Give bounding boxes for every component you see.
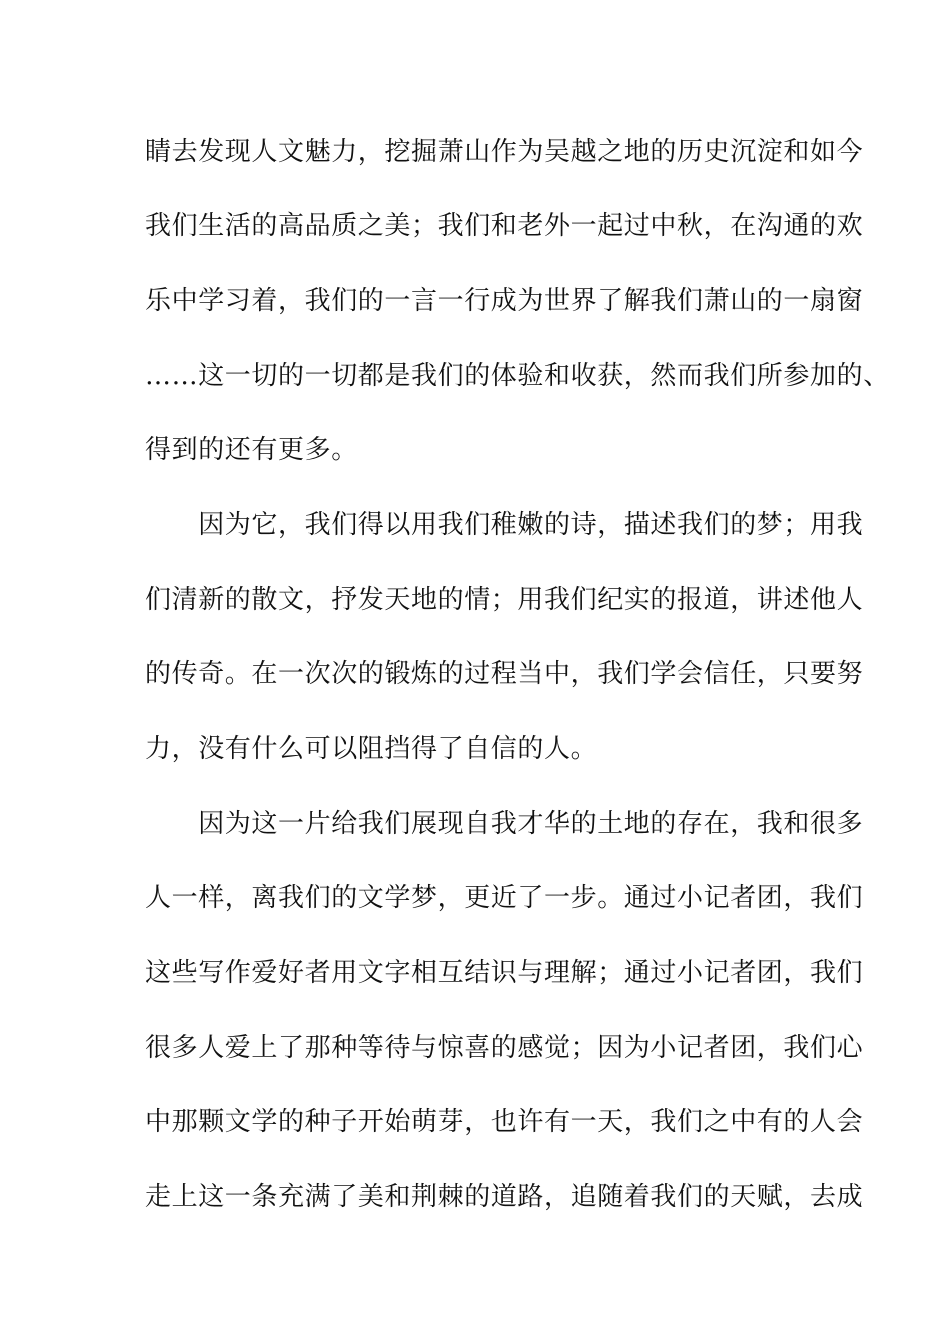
- text-line: 力，没有什么可以阻挡得了自信的人。: [145, 734, 598, 764]
- text-line: 中那颗文学的种子开始萌芽，也许有一天，我们之中有的人会: [145, 1107, 864, 1137]
- text-line: 因为它，我们得以用我们稚嫩的诗，描述我们的梦；用我: [145, 510, 864, 540]
- text-line: 人一样，离我们的文学梦，更近了一步。通过小记者团，我们: [145, 883, 864, 913]
- text-line: 我们生活的高品质之美；我们和老外一起过中秋，在沟通的欢: [145, 211, 864, 241]
- text-line: 因为这一片给我们展现自我才华的土地的存在，我和很多: [145, 809, 864, 839]
- text-line: 们清新的散文，抒发天地的情；用我们纪实的报道，讲述他人: [145, 585, 864, 615]
- text-line: 乐中学习着，我们的一言一行成为世界了解我们萧山的一扇窗: [145, 286, 864, 316]
- text-line: 很多人爱上了那种等待与惊喜的感觉；因为小记者团，我们心: [145, 1033, 864, 1063]
- text-line: 睛去发现人文魅力，挖掘萧山作为吴越之地的历史沉淀和如今: [145, 137, 864, 167]
- text-line: 这些写作爱好者用文字相互结识与理解；通过小记者团，我们: [145, 958, 864, 988]
- text-line: ……这一切的一切都是我们的体验和收获，然而我们所参加的、: [145, 361, 890, 391]
- text-line: 走上这一条充满了美和荆棘的道路，追随着我们的天赋，去成: [145, 1182, 864, 1212]
- text-line: 的传奇。在一次次的锻炼的过程当中，我们学会信任，只要努: [145, 659, 864, 689]
- text-line: 得到的还有更多。: [145, 435, 358, 465]
